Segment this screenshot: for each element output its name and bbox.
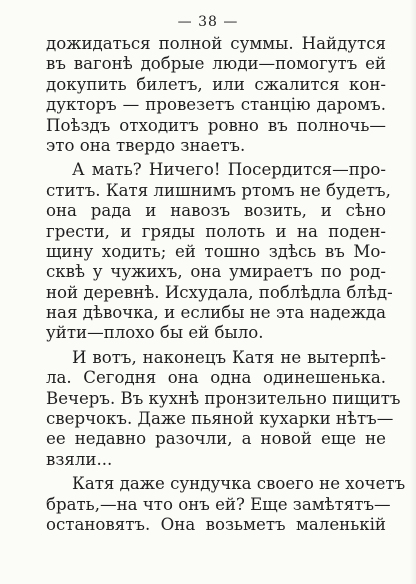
text-line: дожидаться полной суммы. Найдутся bbox=[46, 34, 386, 53]
text-line: А мать? Ничего! Посердится—про- bbox=[72, 160, 386, 180]
text-line: въ вагонѣ добрые люди—помогутъ ей bbox=[46, 54, 386, 74]
text-line: взяли... bbox=[46, 449, 113, 469]
text-line: грести, и гряды полоть и на поден- bbox=[46, 221, 386, 241]
text-line: она рада и навозъ возить, и сѣно bbox=[46, 201, 386, 221]
text-line: дукторъ — провезетъ станцію даромъ. bbox=[46, 95, 386, 115]
text-line: Катя даже сундучка своего не хочетъ bbox=[72, 474, 406, 494]
text-line: ной деревнѣ. Исхудала, поблѣдла блѣд- bbox=[46, 282, 393, 302]
paragraph-3 bbox=[46, 347, 401, 470]
text-line: докупить билетъ, или сжалится кон- bbox=[46, 74, 386, 94]
paragraph-2 bbox=[46, 160, 393, 344]
text-line: ла. Сегодня она одна одинешенька. bbox=[46, 368, 386, 388]
text-line: щину ходить; ей тошно здѣсь въ Мо- bbox=[46, 241, 386, 261]
paragraph-4 bbox=[46, 474, 406, 535]
body-text bbox=[46, 34, 406, 535]
text-line: сквѣ у чужихъ, она умираетъ по род- bbox=[46, 262, 386, 282]
text-line: сверчокъ. Даже пьяной кухарки нѣтъ— bbox=[46, 409, 394, 429]
text-line: И вотъ, наконецъ Катя не вытерпѣ- bbox=[72, 347, 386, 367]
text-line: брать,—на что онъ ей? Еще замѣтятъ— bbox=[46, 494, 391, 514]
text-line: Поѣздъ отходитъ ровно въ полночь— bbox=[46, 115, 386, 135]
text-line: ее недавно разочли, а новой еще не bbox=[46, 429, 386, 449]
text-line: Вечеръ. Въ кухнѣ пронзительно пищитъ bbox=[46, 388, 401, 408]
page-number: — 38 — bbox=[177, 14, 239, 30]
paragraph-1 bbox=[46, 34, 386, 156]
text-line: уйти—плохо бы ей было. bbox=[46, 323, 264, 343]
text-line: остановятъ. Она возьметъ маленькій bbox=[46, 514, 386, 534]
text-line: ная дѣвочка, и еслибы не эта надежда bbox=[46, 303, 386, 323]
text-line: ститъ. Катя лишнимъ ртомъ не будетъ, bbox=[46, 180, 391, 200]
text-line: это она твердо знаетъ. bbox=[46, 135, 246, 155]
